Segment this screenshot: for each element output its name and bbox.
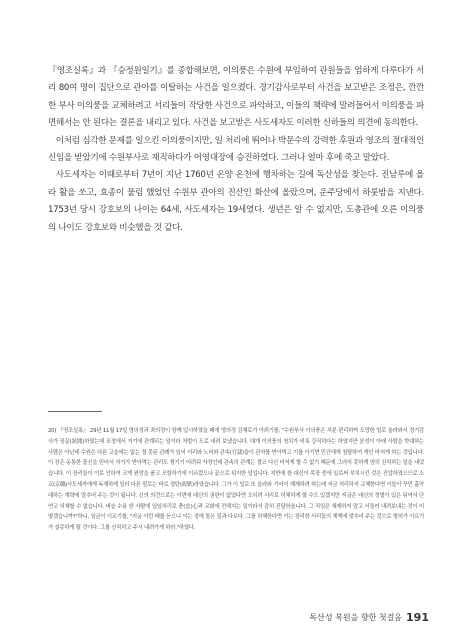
main-body-text — [48, 63, 424, 237]
paragraph-2: 이처럼 심각한 문제를 일으킨 이의풍이지만, 일 처리에 뛰어나 박문수의 강력한 후원과 영조의 절대적인 신임을 받았기에 수원부사로 재직하다가 어영대장에 승진하였다. 그러나 얼마 후에 죽고 말았다. — [48, 135, 424, 164]
footnote-block — [48, 426, 424, 534]
footnote-divider — [48, 411, 102, 412]
running-title: 독산성 복원을 향한 첫걸음 — [309, 613, 403, 622]
page-number: 191 — [406, 611, 429, 624]
page-footer — [309, 611, 429, 624]
footnote-20: 20) 『영조실록』 29년 11월 17일 영의정과 좌의정이 함께 입시하였을 때에 영의정 김재로가 아뢰기를, "수원부사 이의풍은 처분 편리하까 도망한 일로 올라와서 경기감사가 장문(狀聞)하였는데 조정에서 거기에 관계되는 일이라 처벌이 도로 내려 보냈습니다. 대개 이의풍의 청치가 비록 강직하다는 하였지만 본성이 아래 사람을 학대하는 사람은 아닌데 수원은 다른 고을에는 없는 절 못된 관례가 있어 서리와 노비와 관속(官隷)들이 관자를 받아먹고 기를 이기면 민간에게 침탈하여 개인 마저게 하는 것입니다. 이 장은 동통한 출신을 믿어서 자기가 받아먹는 관리도 챙기기 어려워 자정인데 관속의 관계는 결코 다신 마저게 할 수 없기 때문에 그러지 못하게 엄히 신칙하는 일을 내었습니다. 이 장리들이 이로 인하여 크게 원망을 품고 모함하기에 이르렀으나 끝으로 위지한 일입니다. 지반에 한 대신이 목장 중에 일로써 부치시킨 것은 진압하였으므로 소교(京職)사도세자에게 독재하게 일러 다른 말로는 바로 정탄(政歎)라였습니다. 그가 이 일로 또 올라와 기어이 제재하려 하는데 지금 처리하지 교체한다면 이들이 꾸민 흉악대하는 계략에 말추어 주는 것이 됩니다. 신의 의견으로는 이번에 대신의 권한이 없었다면 오히려 서리로 허체하게 할 수도 있겠지만 지금은 대신의 정벌이 있은 뒤여서 단연코 허체할 수 없습니다. 벼슬 수용 한 사람에 일임처리로 충(忠)心과 교화에 전해지는 일이라서 감히 진달하옵니다. 그 직일은 체재하지 말고 서둘러 내려보내는 것이 어떻겠습니까?"하니, 임금이 이르기를, "지금 이런 때를 듣으니 이는 정에 돌은 일과 다르다. 그를 허체한다면 이는 장리한 서리들의 계책에 맞추어 주는 것으로 형허가 이르기가 설총하게 될 것이다. 그를 신칙하고 주시 내려가게 하라."하였다. — [48, 428, 424, 532]
paragraph-3: 사도세자는 이때로부터 7년이 지난 1760년 온양 온천에 행차하는 길에 독산성을 찾는다. 진남루에 올라 활을 쏘고, 효종이 물림 했었던 수원부 관아의 진산인 화산에 올랐으며, 운주당에서 하룻밤을 지낸다. 1753년 당시 강호보의 나이는 64세, 사도세자는 19세였다. 생년은 알 수 없지만, 도총관에 오른 이의풍의 나이도 강호보와 비슷했을 것 같다. — [48, 170, 424, 233]
paragraph-1: 『영조실록』과 『승정원일기』를 종합해보면, 이의풍은 수원에 부임하여 관원들을 엄하게 다루다가 서리 80여 명이 집단으로 관아를 이탈하는 사건을 일으켰다. 경기감사로부터 사건을 보고받은 조정은, 깐깐한 부사 이의풍을 교체하려고 서리들이 작당한 사건으로 파악하고, 이들의 책략에 말려들어서 이의풍을 파면해서는 안 된다는 결론을 내리고 있다. 사건을 보고받은 사도세자도 이러한 신하들의 의견에 동의한다. — [48, 66, 424, 129]
